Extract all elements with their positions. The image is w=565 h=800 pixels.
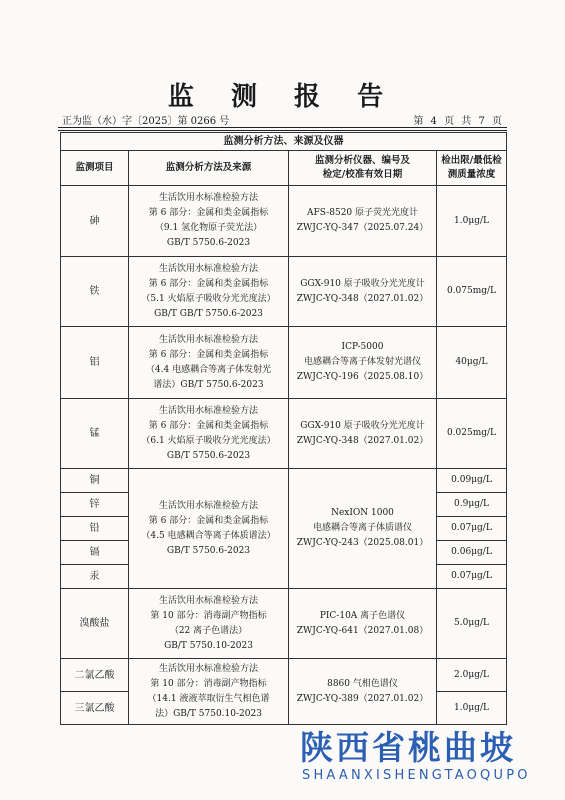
watermark-subtext: SHAANXISHENGTAOQUPO bbox=[302, 768, 531, 783]
table-row bbox=[61, 399, 507, 469]
limit-cell: 0.07μg/L bbox=[437, 517, 507, 541]
item-cell: 铁 bbox=[61, 257, 129, 327]
method-cell: 生活饮用水标准检验方法 第 6 部分：金属和类金属指标 （9.1 氢化物原子荧光法） GB/T 5750.6-2023 bbox=[129, 186, 289, 257]
item-cell: 汞 bbox=[61, 565, 129, 589]
limit-cell: 0.9μg/L bbox=[437, 493, 507, 517]
method-cell: 生活饮用水标准检验方法 第 10 部分：消毒副产物指标 （14.1 液液萃取衍生气相色谱 法）GB/T 5750.10-2023 bbox=[129, 659, 289, 725]
divider-line bbox=[58, 127, 507, 128]
limit-cell: 1.0μg/L bbox=[437, 692, 507, 725]
limit-cell: 0.09μg/L bbox=[437, 469, 507, 493]
table-row bbox=[61, 186, 507, 257]
item-cell: 溴酸盐 bbox=[61, 589, 129, 659]
method-cell: 生活饮用水标准检验方法 第 6 部分：金属和类金属指标 （4.4 电感耦合等离子体发射光 谱法）GB/T 5750.6-2023 bbox=[129, 327, 289, 399]
limit-cell: 0.06μg/L bbox=[437, 541, 507, 565]
item-cell: 镉 bbox=[61, 541, 129, 565]
item-cell: 锰 bbox=[61, 399, 129, 469]
instrument-cell: GGX-910 原子吸收分光光度计 ZWJC-YQ-348（2027.01.02） bbox=[289, 399, 437, 469]
item-cell: 铝 bbox=[61, 327, 129, 399]
report-number: 正为监（水）字〔2025〕第 0266 号 bbox=[62, 116, 230, 127]
method-cell: 生活饮用水标准检验方法 第 6 部分：金属和类金属指标 （6.1 火焰原子吸收分光光度法） GB/T 5750.6-2023 bbox=[129, 399, 289, 469]
divider-line bbox=[58, 130, 507, 131]
limit-cell: 1.0μg/L bbox=[437, 186, 507, 257]
header-method: 监测分析方法及来源 bbox=[129, 151, 289, 186]
limit-cell: 5.0μg/L bbox=[437, 589, 507, 659]
item-cell: 砷 bbox=[61, 186, 129, 257]
limit-cell: 40μg/L bbox=[437, 327, 507, 399]
method-cell: 生活饮用水标准检验方法 第 6 部分：金属和类金属指标 （4.5 电感耦合等离子体质谱法） GB/T 5750.6-2023 bbox=[129, 469, 289, 589]
instrument-cell: 8860 气相色谱仪 ZWJC-YQ-389（2027.01.02） bbox=[289, 659, 437, 725]
limit-cell: 2.0μg/L bbox=[437, 659, 507, 692]
watermark-text: 陕西省桃曲坡 bbox=[300, 728, 516, 767]
report-title: 监 测 报 告 bbox=[167, 82, 398, 112]
item-cell: 三氯乙酸 bbox=[61, 692, 129, 725]
limit-cell: 0.075mg/L bbox=[437, 257, 507, 327]
table-row bbox=[61, 257, 507, 327]
page-info: 第 4 页 共 7 页 bbox=[413, 116, 502, 127]
limit-cell: 0.07μg/L bbox=[437, 565, 507, 589]
table-row bbox=[61, 469, 507, 493]
table-row bbox=[61, 327, 507, 399]
method-cell: 生活饮用水标准检验方法 第 6 部分：金属和类金属指标 （5.1 火焰原子吸收分光光度法） GB/T GB/T 5750.6-2023 bbox=[129, 257, 289, 327]
header-instrument: 监测分析仪器、编号及 检定/校准有效日期 bbox=[289, 151, 437, 186]
instrument-cell: PIC-10A 离子色谱仪 ZWJC-YQ-641（2027.01.08） bbox=[289, 589, 437, 659]
item-cell: 锌 bbox=[61, 493, 129, 517]
instrument-cell: NexION 1000 电感耦合等离子体质谱仪 ZWJC-YQ-243（2025.08.01） bbox=[289, 469, 437, 589]
instrument-cell: GGX-910 原子吸收分光光度计 ZWJC-YQ-348（2027.01.02） bbox=[289, 257, 437, 327]
item-cell: 铜 bbox=[61, 469, 129, 493]
item-cell: 铅 bbox=[61, 517, 129, 541]
header-item: 监测项目 bbox=[61, 151, 129, 186]
limit-cell: 0.025mg/L bbox=[437, 399, 507, 469]
header-limit: 检出限/最低检 测质量浓度 bbox=[437, 151, 507, 186]
section-title: 监测分析方法、来源及仪器 bbox=[61, 133, 507, 151]
methods-table bbox=[60, 132, 507, 725]
item-cell: 二氯乙酸 bbox=[61, 659, 129, 692]
table-row bbox=[61, 589, 507, 659]
table-row bbox=[61, 659, 507, 692]
method-cell: 生活饮用水标准检验方法 第 10 部分：消毒副产物指标 （22 离子色谱法） GB/T 5750.10-2023 bbox=[129, 589, 289, 659]
instrument-cell: AFS-8520 原子荧光光度计 ZWJC-YQ-347（2025.07.24） bbox=[289, 186, 437, 257]
instrument-cell: ICP-5000 电感耦合等离子体发射光谱仪 ZWJC-YQ-196（2025.08.10） bbox=[289, 327, 437, 399]
